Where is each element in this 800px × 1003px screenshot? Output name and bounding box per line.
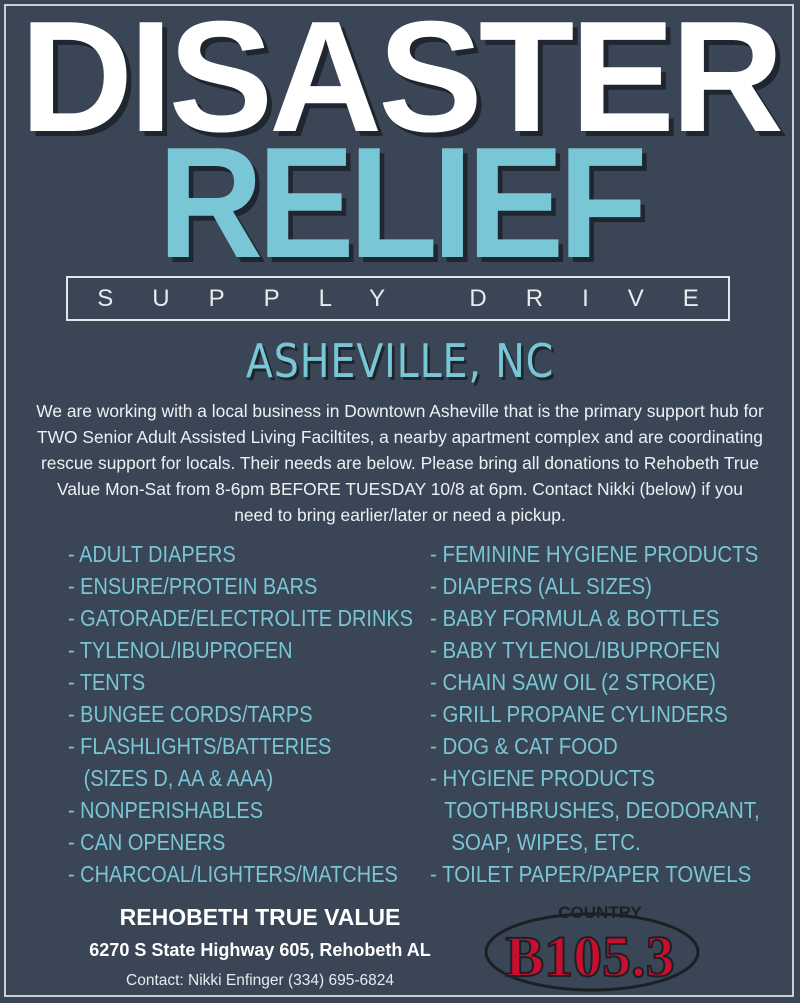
sponsor-contact: Contact: Nikki Enfinger (334) 695-6824: [126, 972, 394, 989]
sponsor-name: REHOBETH TRUE VALUE: [119, 904, 401, 930]
need-item: - FEMININE HYGIENE PRODUCTS: [430, 541, 759, 567]
logo-b105-text: B105.3: [505, 924, 675, 989]
need-item: - HYGIENE PRODUCTS: [430, 765, 655, 791]
need-item: - ADULT DIAPERS: [68, 541, 236, 567]
need-item: - BUNGEE CORDS/TARPS: [68, 701, 313, 727]
need-item: - ENSURE/PROTEIN BARS: [68, 573, 318, 599]
need-item: - DOG & CAT FOOD: [430, 733, 618, 759]
need-item: - DIAPERS (ALL SIZES): [430, 573, 652, 599]
need-item: - GRILL PROPANE CYLINDERS: [430, 701, 728, 727]
logo-country-text: COUNTRY: [558, 903, 642, 922]
subtitle-supply-drive: SUPPLY DRIVE: [97, 284, 738, 312]
need-item: - TYLENOL/IBUPROFEN: [68, 637, 293, 663]
headline-relief: RELIEF: [158, 115, 642, 291]
subtitle-box: [66, 276, 738, 321]
sponsor-address: 6270 S State Highway 605, Rehobeth AL: [89, 940, 431, 960]
needs-list-right: [430, 538, 800, 890]
location-heading: ASHEVILLE, NC: [245, 334, 555, 388]
country-b105-logo: [482, 896, 702, 994]
need-item: - CHARCOAL/LIGHTERS/MATCHES: [68, 861, 398, 887]
need-item: - GATORADE/ELECTROLITE DRINKS: [68, 605, 413, 631]
need-item: - BABY TYLENOL/IBUPROFEN: [430, 637, 721, 663]
need-item-detail: (SIZES D, AA & AAA): [83, 765, 274, 791]
needs-list-left: [68, 538, 466, 890]
need-item: - CAN OPENERS: [68, 829, 226, 855]
intro-paragraph: We are working with a local business in Downtown Asheville that is the primary support hub for TWO Senior Adult Assisted Living Faciltites, a nearby apartment complex and are coordinating rescue support for locals. Their needs are below. Please bring all donations to Rehobeth True Value Mon-Sat from 8-6pm BEFORE TUESDAY 10/8 at 6pm. Contact Nikki (below) if you need to bring earlier/later or need a pickup.: [36, 401, 764, 525]
need-item: - TOILET PAPER/PAPER TOWELS: [430, 861, 752, 887]
need-item: - BABY FORMULA & BOTTLES: [430, 605, 720, 631]
need-item: - NONPERISHABLES: [68, 797, 264, 823]
sponsor-block: [40, 900, 480, 996]
headline-disaster: DISASTER: [20, 0, 780, 165]
need-item: - TENTS: [68, 669, 146, 695]
need-item: - CHAIN SAW OIL (2 STROKE): [430, 669, 716, 695]
need-item-detail: TOOTHBRUSHES, DEODORANT,: [444, 797, 760, 823]
need-item: - FLASHLIGHTS/BATTERIES: [68, 733, 332, 759]
need-item-detail: SOAP, WIPES, ETC.: [451, 829, 641, 855]
